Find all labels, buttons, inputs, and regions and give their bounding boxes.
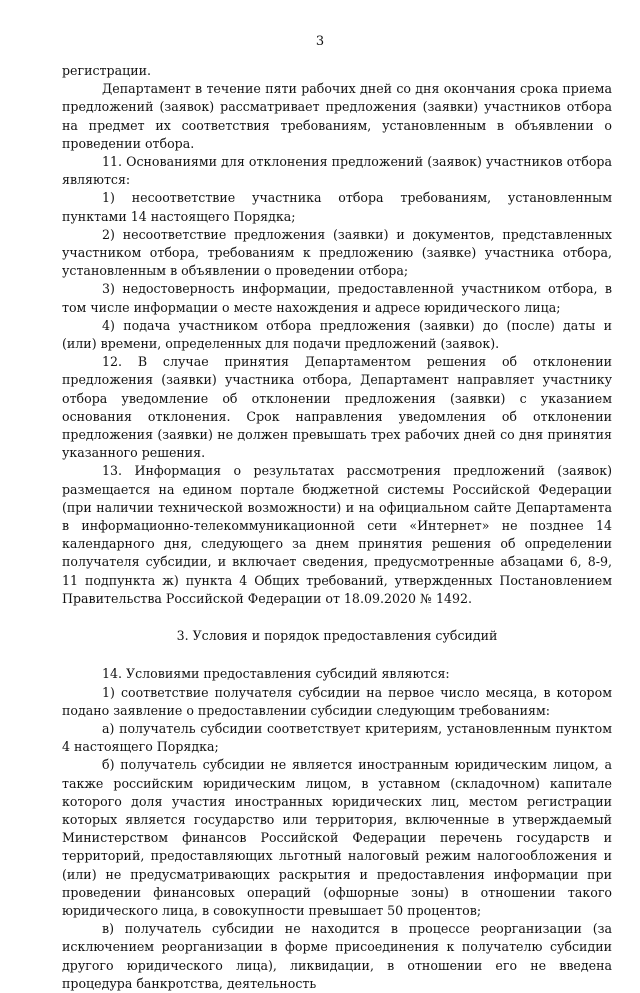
paragraph-review-period: Департамент в течение пяти рабочих дней со дня окончания срока приема предложений (заявок) рассматривает предложения (заявки) участников отбора на предмет их соответствия требованиям, установленным в объявлении о проведении отбора. — [62, 81, 612, 151]
paragraph-item-11-2: 2) несоответствие предложения (заявки) и документов, представленных участником отбора, требованиям к предложению (заявке) участника отбора, установленным в объявлении о проведении отбора; — [62, 226, 612, 279]
section-heading: 3. Условия и порядок предоставления субсидий — [176, 628, 498, 644]
paragraph-item-13: 13. Информация о результатах рассмотрения предложений (заявок) размещается на едином портале бюджетной системы Российской Федерации (при наличии технической возможности) и на официальном сайте Департамента в информационно-телекоммуникационной сети «Интернет» не позднее 14 календарного дня, следующего за днем принятия решения об определении получателя субсидии, и включает сведения, предусмотренные абзацами 6, 8-9, 11 подпункта ж) пункта 4 Общих требований, утвержденных Постановлением Правительства Российской Федерации от 18.09.2020 № 1492. — [62, 463, 612, 606]
document-body — [62, 62, 612, 993]
paragraph-item-14: 14. Условиями предоставления субсидий являются: — [102, 666, 450, 682]
paragraph-item-14-1: 1) соответствие получателя субсидии на первое число месяца, в котором подано заявление о предоставлении субсидии следующим требованиям: — [62, 684, 612, 718]
paragraph-item-11: 11. Основаниями для отклонения предложений (заявок) участников отбора являются: — [62, 154, 612, 188]
paragraph-item-14-1-v: в) получатель субсидии не находится в процессе реорганизации (за исключением реорганизации в форме присоединения к получателю субсидии другого юридического лица), ликвидации, в отношении его не введена процедура банкротства, деятельность — [62, 921, 612, 991]
paragraph-item-11-4: 4) подача участником отбора предложения (заявки) до (после) даты и (или) времени, определенных для подачи предложений (заявок). — [62, 317, 612, 352]
page-number: 3 — [315, 34, 325, 49]
paragraph-item-11-1: 1) несоответствие участника отбора требованиям, установленным пунктами 14 настоящего Порядка; — [62, 190, 612, 224]
paragraph-item-11-3: 3) недостоверность информации, предоставленной участником отбора, в том числе информации о месте нахождения и адресе юридического лица; — [62, 281, 612, 315]
paragraph-continuation: регистрации. — [62, 63, 151, 78]
paragraph-item-14-1-a: а) получатель субсидии соответствует критериям, установленным пунктом 4 настоящего Порядка; — [62, 720, 612, 755]
paragraph-item-14-1-b: б) получатель субсидии не является иностранным юридическим лицом, а также российским юридическим лицом, в уставном (складочном) капитале которого доля участия иностранных юридических лиц, местом регистрации которых является государство или территория, включенные в утверждаемый Министерством финансов Российской Федерации перечень государств и территорий, предоставляющих льготный налоговый режим налогообложения и (или) не предусматривающих раскрытия и предоставления информации при проведении финансовых операций (офшорные зоны) в отношении такого юридического лица, в совокупности превышает 50 процентов; — [62, 757, 612, 918]
paragraph-item-12: 12. В случае принятия Департаментом решения об отклонении предложения (заявки) участника отбора, Департамент направляет участнику отбора уведомление об отклонении предложения (заявки) с указанием основания отклонения. Срок направления уведомления об отклонении предложения (заявки) не должен превышать трех рабочих дней со дня принятия указанного решения. — [62, 354, 612, 461]
